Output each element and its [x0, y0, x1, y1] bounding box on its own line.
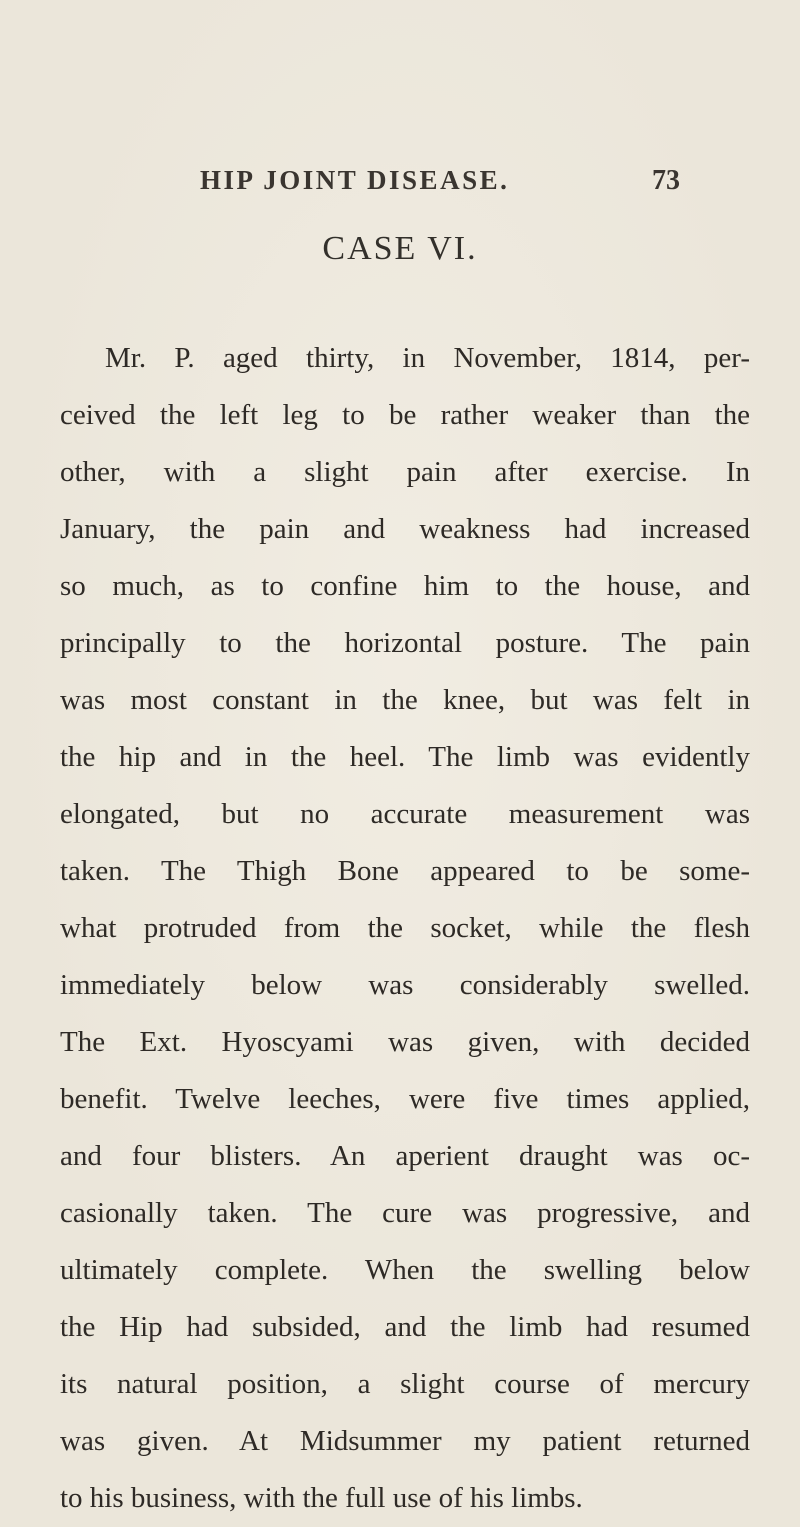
text-line: was most constant in the knee, but was felt in	[60, 684, 750, 716]
text-line: its natural position, a slight course of mercury	[60, 1368, 750, 1400]
text-line: immediately below was considerably swelled.	[60, 969, 750, 1001]
text-line: benefit. Twelve leeches, were five times applied,	[60, 1083, 750, 1115]
case-heading: CASE VI.	[322, 230, 478, 267]
running-title: HIP JOINT DISEASE.	[200, 165, 510, 195]
running-head	[200, 165, 680, 205]
text-line: so much, as to confine him to the house, and	[60, 570, 750, 602]
text-line: ultimately complete. When the swelling below	[60, 1254, 750, 1286]
text-line: and four blisters. An aperient draught was oc-	[60, 1140, 750, 1172]
text-line: casionally taken. The cure was progressive, and	[60, 1197, 750, 1229]
text-line: Mr. P. aged thirty, in November, 1814, per-	[105, 342, 750, 374]
page-number: 73	[652, 165, 680, 196]
text-line: the hip and in the heel. The limb was evidently	[60, 741, 750, 773]
text-line: The Ext. Hyoscyami was given, with decided	[60, 1026, 750, 1058]
text-line: what protruded from the socket, while the flesh	[60, 912, 750, 944]
body-text	[60, 330, 750, 1527]
text-line: other, with a slight pain after exercise. In	[60, 456, 750, 488]
text-line: elongated, but no accurate measurement was	[60, 798, 750, 830]
text-line: principally to the horizontal posture. The pain	[60, 627, 750, 659]
text-line: was given. At Midsummer my patient returned	[60, 1425, 750, 1457]
text-line: January, the pain and weakness had increased	[60, 513, 750, 545]
text-line: to his business, with the full use of his limbs.	[60, 1482, 583, 1514]
text-line: ceived the left leg to be rather weaker than the	[60, 399, 750, 431]
text-line: the Hip had subsided, and the limb had resumed	[60, 1311, 750, 1343]
text-line: taken. The Thigh Bone appeared to be some-	[60, 855, 750, 887]
